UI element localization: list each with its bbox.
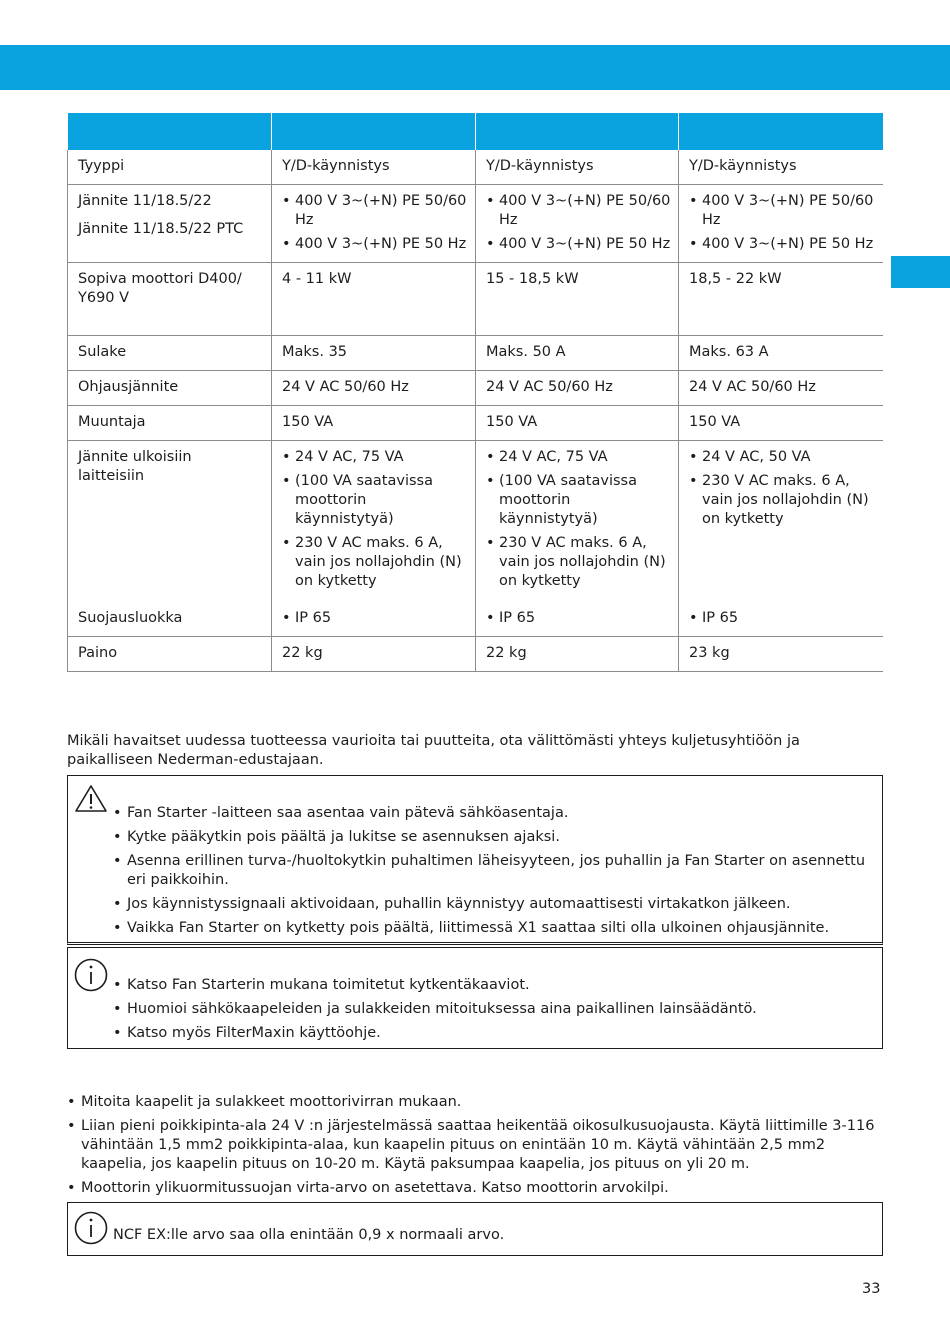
table-cell (272, 441, 476, 600)
info-box (67, 1202, 883, 1256)
table-cell: 150 VA (476, 406, 679, 441)
info-icon (74, 1211, 108, 1251)
list-item: • 400 V 3~(+N) PE 50 Hz (689, 235, 877, 254)
table-cell (476, 185, 679, 263)
list-item: • 400 V 3~(+N) PE 50/60 Hz (689, 192, 877, 230)
warning-list (113, 804, 873, 938)
list-item: • IP 65 (689, 609, 877, 628)
row-label (68, 185, 272, 263)
table-cell: 23 kg (679, 637, 883, 672)
list-item: • Fan Starter -laitteen saa asentaa vain pätevä sähköasentaja. (113, 804, 873, 823)
table-row (68, 441, 883, 600)
row-label: Sopiva moottori D400/ Y690 V (68, 263, 272, 336)
list-item: • 230 V AC maks. 6 A, vain jos nollajohdin (N) on kytketty (689, 472, 877, 529)
row-label: Sulake (68, 336, 272, 371)
row-label: Paino (68, 637, 272, 672)
list-item: • Huomioi sähkökaapeleiden ja sulakkeiden mitoituksessa aina paikallinen lainsäädäntö. (113, 1000, 873, 1019)
section-tab-marker (891, 256, 950, 288)
table-row (68, 263, 883, 336)
warning-box (67, 775, 883, 945)
list-item: • 230 V AC maks. 6 A, vain jos nollajohdin (N) on kytketty (282, 534, 469, 591)
row-label: Tyyppi (68, 150, 272, 185)
table-cell: 15 - 18,5 kW (476, 263, 679, 336)
list-item: • Liian pieni poikkipinta-ala 24 V :n järjestelmässä saattaa heikentää oikosulkusuojausta. Käytä liittimille 3-116 vähintään 1,5 mm2 poikkipinta-alaa, kun kaapelin pituus on enintään 10 m. Käytä vähintään 2,5 mm2 kaapelia, jos kaapelin pituus on 10-20 m. Käytä paksumpaa kaapelia, jos pituus on yli 20 m. (67, 1117, 882, 1174)
page-number: 33 (862, 1281, 881, 1297)
row-label: Ohjausjännite (68, 371, 272, 406)
table-cell: 24 V AC 50/60 Hz (272, 371, 476, 406)
list-item: • IP 65 (282, 609, 469, 628)
list-item: • 400 V 3~(+N) PE 50 Hz (282, 235, 469, 254)
table-cell: Y/D-käynnistys (679, 150, 883, 185)
spec-table (67, 113, 883, 672)
list-item: • Kytke pääkytkin pois päältä ja lukitse se asennuksen ajaksi. (113, 828, 873, 847)
table-cell: 150 VA (679, 406, 883, 441)
header-band (0, 45, 950, 90)
damage-notice-paragraph: Mikäli havaitset uudessa tuotteessa vaurioita tai puutteita, ota välittömästi yhteys kuljetusyhtiöön ja paikalliseen Nederman-edustajaan. (67, 733, 800, 768)
table-header-cell (68, 113, 272, 150)
table-cell (679, 599, 883, 637)
table-cell (679, 185, 883, 263)
cable-guidelines-list (67, 1093, 882, 1203)
table-row (68, 150, 883, 185)
table-cell: Maks. 63 A (679, 336, 883, 371)
table-row (68, 406, 883, 441)
list-item: • 24 V AC, 75 VA (486, 448, 672, 467)
info-text: NCF EX:lle arvo saa olla enintään 0,9 x normaali arvo. (113, 1227, 505, 1243)
table-header-cell (679, 113, 883, 150)
list-item: • 24 V AC, 75 VA (282, 448, 469, 467)
info-icon (74, 958, 108, 998)
list-item: • 400 V 3~(+N) PE 50/60 Hz (486, 192, 672, 230)
table-cell: Y/D-käynnistys (272, 150, 476, 185)
table-cell: 18,5 - 22 kW (679, 263, 883, 336)
table-cell (679, 441, 883, 600)
table-row (68, 371, 883, 406)
info-list (113, 976, 873, 1043)
list-item: • Asenna erillinen turva-/huoltokytkin puhaltimen läheisyyteen, jos puhallin ja Fan Starter on asennettu eri paikkoihin. (113, 852, 873, 890)
table-cell: 150 VA (272, 406, 476, 441)
row-label: Jännite ulkoisiin laitteisiin (68, 441, 272, 600)
table-cell: Maks. 50 A (476, 336, 679, 371)
table-cell (476, 441, 679, 600)
list-item: • 24 V AC, 50 VA (689, 448, 877, 467)
row-label-line: Jännite 11/18.5/22 (78, 193, 212, 209)
table-cell: 24 V AC 50/60 Hz (679, 371, 883, 406)
list-item: • Jos käynnistyssignaali aktivoidaan, puhallin käynnistyy automaattisesti virtakatkon jälkeen. (113, 895, 873, 914)
warning-triangle-icon (74, 784, 108, 820)
row-label: Suojausluokka (68, 599, 272, 637)
table-cell (272, 599, 476, 637)
table-header-row (68, 113, 883, 150)
table-row (68, 336, 883, 371)
list-item: • Moottorin ylikuormitussuojan virta-arvo on asetettava. Katso moottorin arvokilpi. (67, 1179, 882, 1198)
list-item: • 400 V 3~(+N) PE 50 Hz (486, 235, 672, 254)
table-cell (272, 185, 476, 263)
table-cell: Y/D-käynnistys (476, 150, 679, 185)
table-cell: 4 - 11 kW (272, 263, 476, 336)
list-item: • 400 V 3~(+N) PE 50/60 Hz (282, 192, 469, 230)
list-item: • (100 VA saatavissa moottorin käynnistytyä) (486, 472, 672, 529)
table-row (68, 599, 883, 637)
list-item: • IP 65 (486, 609, 672, 628)
list-item: • Mitoita kaapelit ja sulakkeet moottorivirran mukaan. (67, 1093, 882, 1112)
table-header-cell (272, 113, 476, 150)
list-item: • 230 V AC maks. 6 A, vain jos nollajohdin (N) on kytketty (486, 534, 672, 591)
list-item: • Katso Fan Starterin mukana toimitetut kytkentäkaaviot. (113, 976, 873, 995)
table-row (68, 637, 883, 672)
list-item: • Katso myös FilterMaxin käyttöohje. (113, 1024, 873, 1043)
list-item: • Vaikka Fan Starter on kytketty pois päältä, liittimessä X1 saattaa silti olla ulkoinen ohjausjännite. (113, 919, 873, 938)
info-box (67, 947, 883, 1049)
table-cell: 22 kg (476, 637, 679, 672)
list-item: • (100 VA saatavissa moottorin käynnistytyä) (282, 472, 469, 529)
table-row (68, 185, 883, 263)
row-label-line: Jännite 11/18.5/22 PTC (78, 221, 244, 237)
table-cell: 22 kg (272, 637, 476, 672)
table-cell (476, 599, 679, 637)
table-cell: 24 V AC 50/60 Hz (476, 371, 679, 406)
table-header-cell (476, 113, 679, 150)
table-cell: Maks. 35 (272, 336, 476, 371)
row-label: Muuntaja (68, 406, 272, 441)
